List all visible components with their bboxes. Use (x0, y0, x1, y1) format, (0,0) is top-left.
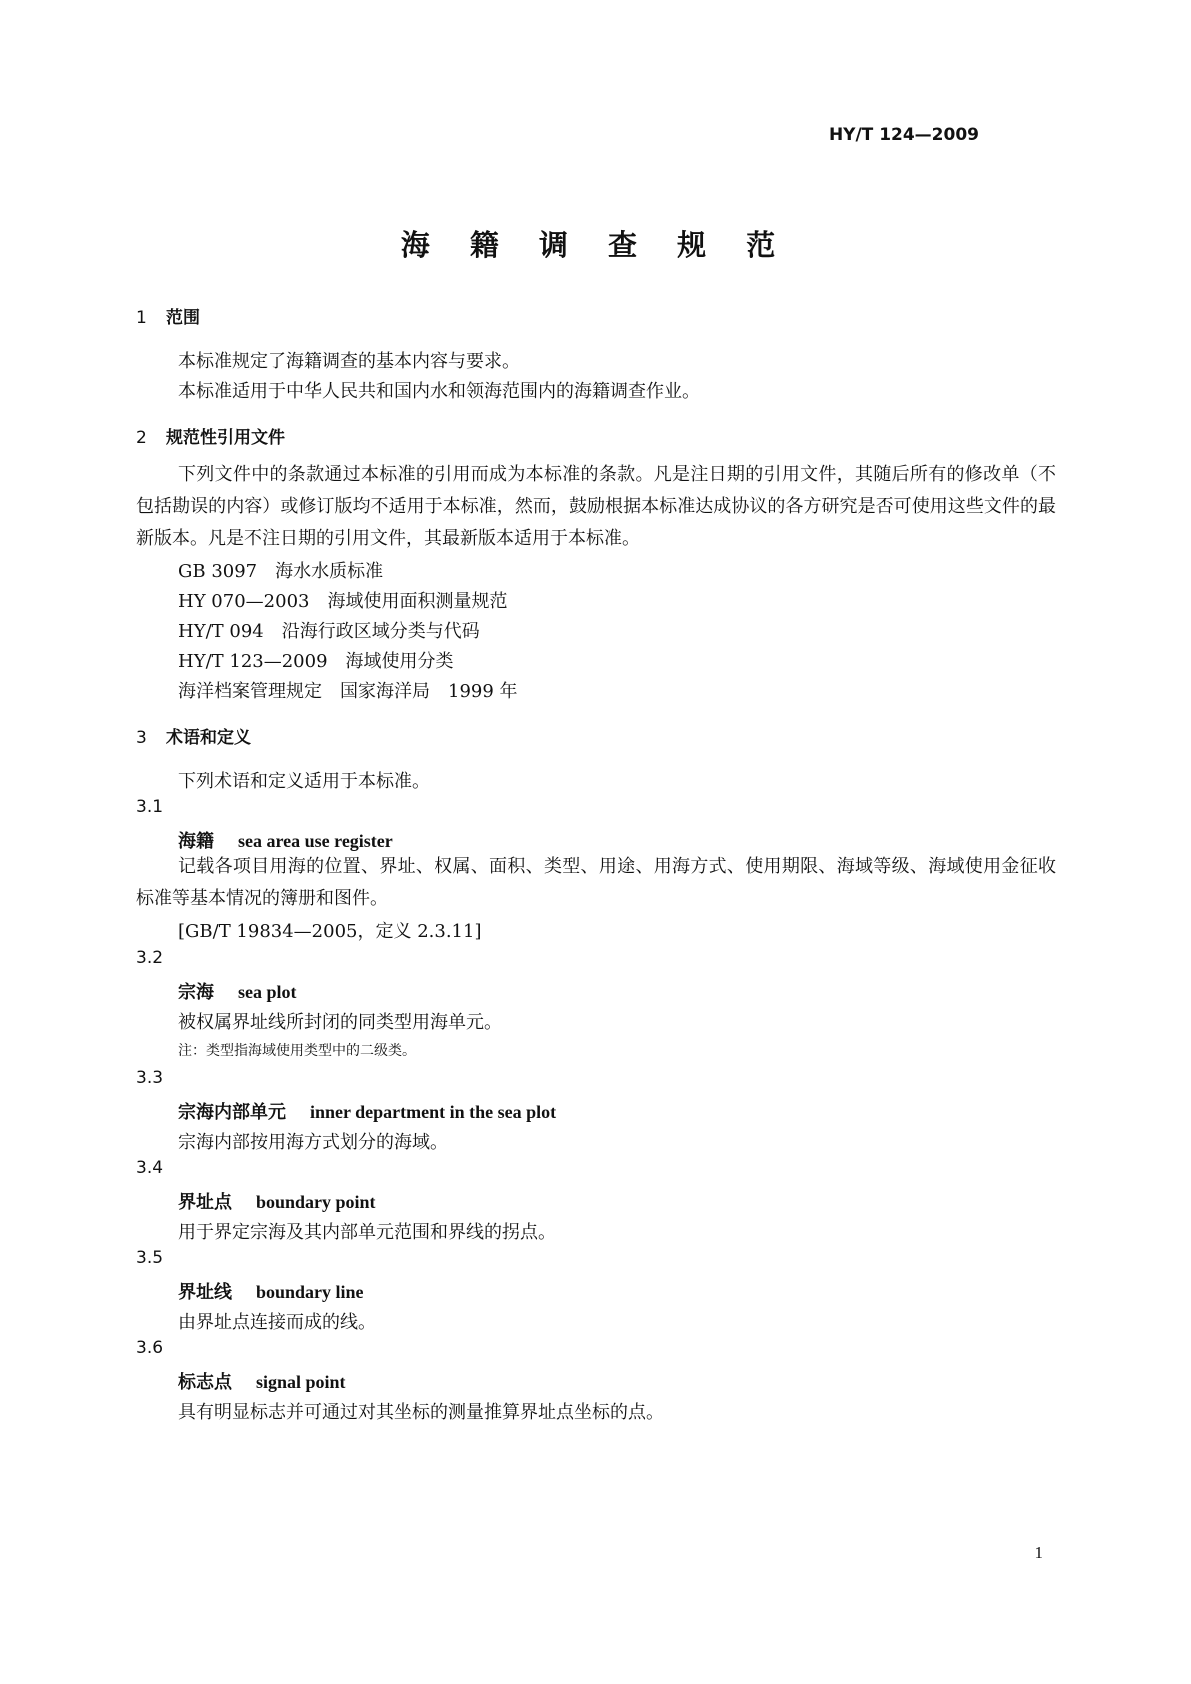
reference-code: 海洋档案管理规定 (178, 681, 322, 702)
term-definition: 具有明显标志并可通过对其坐标的测量推算界址点坐标的点。 (178, 1402, 664, 1423)
term-source: [GB/T 19834—2005，定义 2.3.11] (178, 921, 482, 942)
term-en: boundary point (256, 1192, 376, 1212)
term-heading (178, 1188, 376, 1214)
section-1-heading (136, 303, 200, 328)
section-title: 范围 (166, 308, 200, 328)
reference-item (178, 587, 507, 613)
term-zh: 海籍 (178, 831, 214, 852)
paragraph: 本标准规定了海籍调查的基本内容与要求。 (178, 351, 520, 372)
term-number: 3.2 (136, 948, 164, 968)
term-heading (178, 1278, 364, 1304)
term-en: signal point (256, 1372, 346, 1392)
term-number: 3.5 (136, 1248, 164, 1268)
reference-item (178, 677, 518, 703)
term-en: boundary line (256, 1282, 364, 1302)
paragraph: 下列术语和定义适用于本标准。 (178, 771, 430, 792)
section-2-heading (136, 423, 285, 448)
term-zh: 界址点 (178, 1192, 232, 1213)
section-title: 术语和定义 (166, 728, 251, 748)
reference-title: 沿海行政区域分类与代码 (281, 621, 480, 642)
reference-code: GB 3097 (178, 561, 258, 582)
document-title: 海 籍 调 查 规 范 (400, 228, 791, 262)
term-definition: 记载各项目用海的位置、界址、权属、面积、类型、用途、用海方式、使用期限、海域等级、海域使用金征收标准等基本情况的簿册和图件。 (136, 856, 1056, 909)
reference-item (178, 617, 480, 643)
term-zh: 界址线 (178, 1282, 232, 1303)
reference-code: HY/T 123—2009 (178, 651, 328, 672)
reference-title: 海水水质标准 (275, 561, 384, 582)
term-heading (178, 1098, 556, 1124)
reference-code: HY 070—2003 (178, 591, 310, 612)
term-en: sea plot (238, 982, 297, 1002)
term-definition: 用于界定宗海及其内部单元范围和界线的拐点。 (178, 1222, 556, 1243)
term-note: 注：类型指海域使用类型中的二级类。 (178, 1043, 416, 1059)
standard-number: HY/T 124—2009 (828, 125, 979, 145)
section-number: 1 (136, 308, 147, 328)
reference-title: 海域使用分类 (345, 651, 454, 672)
term-heading (178, 1368, 346, 1394)
page-number: 1 (1034, 1543, 1043, 1562)
term-zh: 标志点 (178, 1372, 232, 1393)
term-zh: 宗海 (178, 982, 214, 1003)
paragraph: 本标准适用于中华人民共和国内水和领海范围内的海籍调查作业。 (178, 381, 700, 402)
term-definition: 由界址点连接而成的线。 (178, 1312, 376, 1333)
term-number: 3.1 (136, 797, 164, 817)
term-zh: 宗海内部单元 (178, 1102, 286, 1123)
term-number: 3.6 (136, 1338, 164, 1358)
term-en: sea area use register (238, 831, 393, 851)
section-number: 3 (136, 728, 147, 748)
paragraph: 下列文件中的条款通过本标准的引用而成为本标准的条款。凡是注日期的引用文件，其随后所有的修改单（不包括勘误的内容）或修订版均不适用于本标准，然而，鼓励根据本标准达成协议的各方研究是否可使用这些文件的最新版本。凡是不注日期的引用文件，其最新版本适用于本标准。 (136, 464, 1056, 549)
section-number: 2 (136, 428, 147, 448)
term-number: 3.4 (136, 1158, 164, 1178)
reference-item (178, 647, 454, 673)
term-definition: 宗海内部按用海方式划分的海域。 (178, 1132, 448, 1153)
term-definition: 被权属界址线所封闭的同类型用海单元。 (178, 1012, 502, 1033)
reference-code: HY/T 094 (178, 621, 264, 642)
section-3-heading (136, 723, 251, 748)
term-en: inner department in the sea plot (310, 1102, 557, 1122)
section-title: 规范性引用文件 (166, 428, 285, 448)
reference-title: 海域使用面积测量规范 (327, 591, 508, 612)
term-heading (178, 827, 393, 853)
reference-title: 国家海洋局 1999 年 (340, 681, 518, 702)
term-number: 3.3 (136, 1068, 164, 1088)
term-heading (178, 978, 297, 1004)
reference-item (178, 557, 383, 583)
